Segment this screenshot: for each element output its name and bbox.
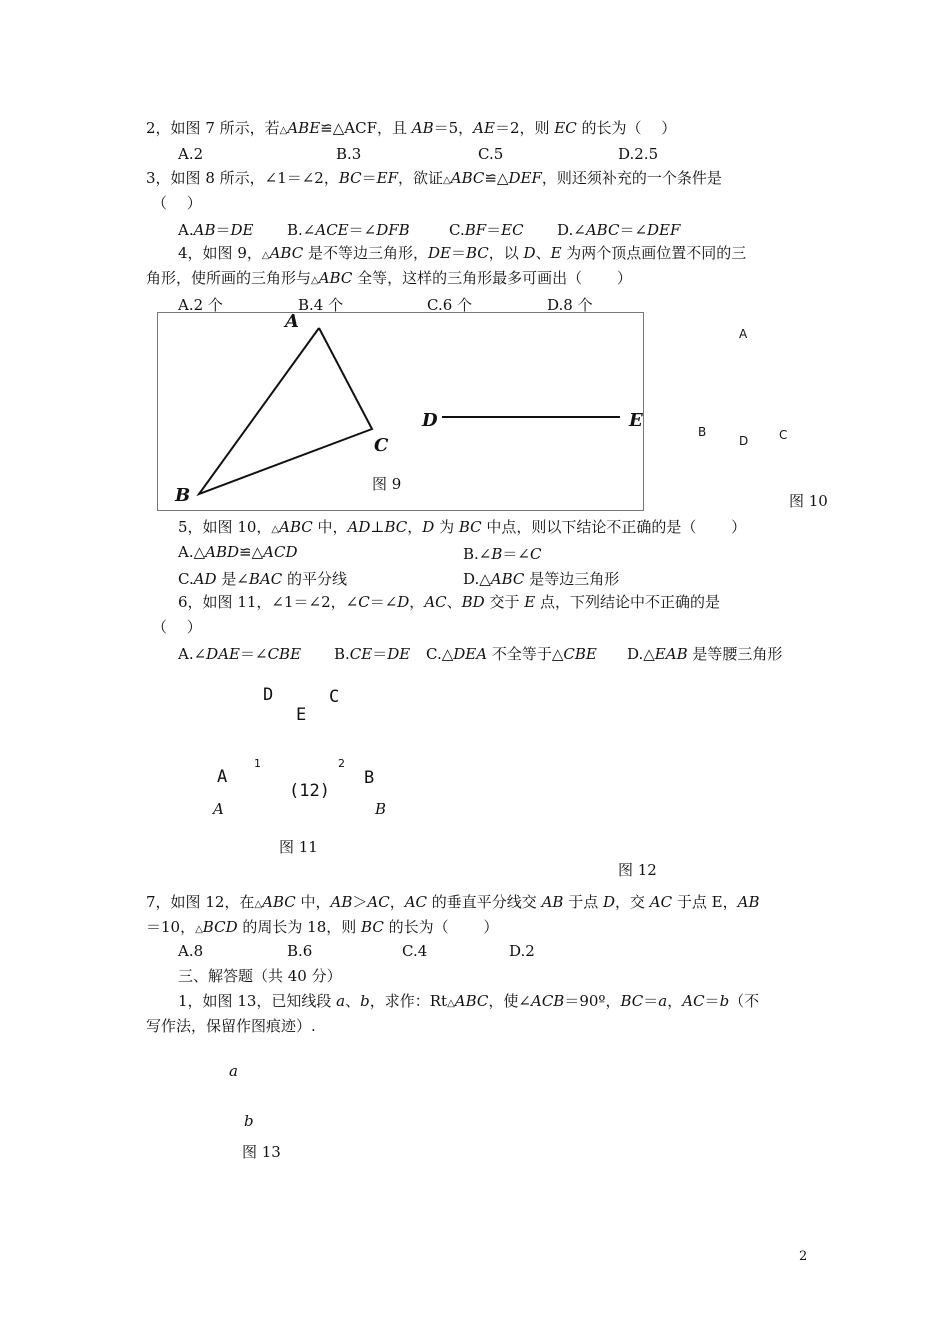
s1-stem-line2: 写作法，保留作图痕迹）. <box>146 1017 316 1035</box>
q6-option-a: A.∠DAE＝∠CBE <box>178 645 302 663</box>
q5-option-c: C.AD 是∠BAC 的平分线 <box>178 570 348 588</box>
q7-option-a: A.8 <box>178 942 204 960</box>
triangle-abc <box>199 328 372 494</box>
q4-option-b: B.4 个 <box>298 296 344 314</box>
q5-stem: 5，如图 10，△ABC 中，AD⊥BC，D 为 BC 中点，则以下结论不正确的是（ ） <box>178 518 747 536</box>
q4-stem-line2: 角形，使所画的三角形与△ABC 全等，这样的三角形最多可画出（ ） <box>146 269 632 287</box>
q5-option-b: B.∠B＝∠C <box>463 545 542 563</box>
fig11-label-12: (12) <box>289 781 330 801</box>
q6-option-c: C.△DEA 不全等于△CBE <box>426 645 597 663</box>
figure-9 <box>157 312 644 511</box>
q6-option-d: D.△EAB 是等腰三角形 <box>627 645 783 663</box>
q3-stem: 3，如图 8 所示，∠1＝∠2，BC＝EF，欲证△ABC≌△DEF，则还须补充的一个条件是 <box>146 169 722 187</box>
fig10-label-b: B <box>698 425 707 439</box>
fig9-label-d: D <box>422 410 438 431</box>
q7-option-c: C.4 <box>402 942 428 960</box>
page-number: 2 <box>799 1249 808 1264</box>
q7-option-d: D.2 <box>509 942 535 960</box>
fig11-label-a: A <box>217 767 228 787</box>
q3-option-c: C.BF＝EC <box>449 221 524 239</box>
q2-option-b: B.3 <box>336 145 362 163</box>
q4-option-d: D.8 个 <box>547 296 593 314</box>
q2-option-d: D.2.5 <box>618 145 659 163</box>
fig13-label-b: b <box>244 1112 254 1130</box>
fig10-label-a: A <box>739 327 748 341</box>
q4-stem-line1: 4，如图 9，△ABC 是不等边三角形，DE＝BC，以 D、E 为两个顶点画位置不同的三 <box>178 244 747 262</box>
q7-stem-line1: 7，如图 12，在△ABC 中，AB＞AC，AC 的垂直平分线交 AB 于点 D，交 AC 于点 E，AB <box>146 893 760 911</box>
q7-stem-line2: ＝10，△BCD 的周长为 18，则 BC 的长为（ ） <box>146 918 499 936</box>
q3-paren: （ ） <box>152 194 202 212</box>
q5-option-a: A.△ABD≌△ACD <box>178 543 298 561</box>
fig9-caption: 图 9 <box>372 475 402 493</box>
q6-option-b: B.CE＝DE <box>334 645 411 663</box>
section-3-title: 三、解答题（共 40 分） <box>178 967 342 985</box>
fig9-label-a: A <box>285 311 299 332</box>
fig11-label-b: B <box>364 768 375 788</box>
q2-option-c: C.5 <box>478 145 504 163</box>
fig11-label-c: C <box>329 687 340 707</box>
s1-stem-line1: 1，如图 13，已知线段 a、b，求作：Rt△ABC，使∠ACB＝90º，BC＝a，AC＝b（不 <box>178 992 760 1010</box>
fig9-label-b: B <box>175 485 191 506</box>
q4-option-c: C.6 个 <box>427 296 473 314</box>
fig11-label-2: 2 <box>338 757 345 770</box>
fig9-label-c: C <box>374 435 389 456</box>
fig11-label-e: E <box>296 705 307 725</box>
q4-option-a: A.2 个 <box>178 296 223 314</box>
q7-option-b: B.6 <box>287 942 313 960</box>
fig11-label-d: D <box>263 685 274 705</box>
fig10-label-d: D <box>739 434 749 448</box>
q2-option-a: A.2 <box>178 145 204 163</box>
q6-stem: 6，如图 11，∠1＝∠2，∠C＝∠D，AC、BD 交于 E 点，下列结论中不正确的是 <box>178 593 720 611</box>
q3-option-b: B.∠ACE＝∠DFB <box>287 221 410 239</box>
fig12-label-b: B <box>375 800 387 818</box>
fig12-caption: 图 12 <box>618 861 657 879</box>
fig13-caption: 图 13 <box>242 1143 281 1161</box>
fig13-label-a: a <box>229 1062 238 1080</box>
fig11-label-1: 1 <box>254 757 261 770</box>
fig9-label-e: E <box>629 410 643 431</box>
q6-paren: （ ） <box>152 618 202 636</box>
fig10-caption: 图 10 <box>789 492 828 510</box>
fig10-label-c: C <box>779 428 788 442</box>
q3-option-d: D.∠ABC＝∠DEF <box>557 221 681 239</box>
fig12-label-a: A <box>213 800 224 818</box>
q2-stem: 2，如图 7 所示，若△ABE≌△ACF，且 AB＝5，AE＝2，则 EC 的长为（ ） <box>146 119 677 137</box>
q3-option-a: A.AB＝DE <box>178 221 254 239</box>
q5-option-d: D.△ABC 是等边三角形 <box>463 570 620 588</box>
fig11-caption: 图 11 <box>279 838 318 856</box>
